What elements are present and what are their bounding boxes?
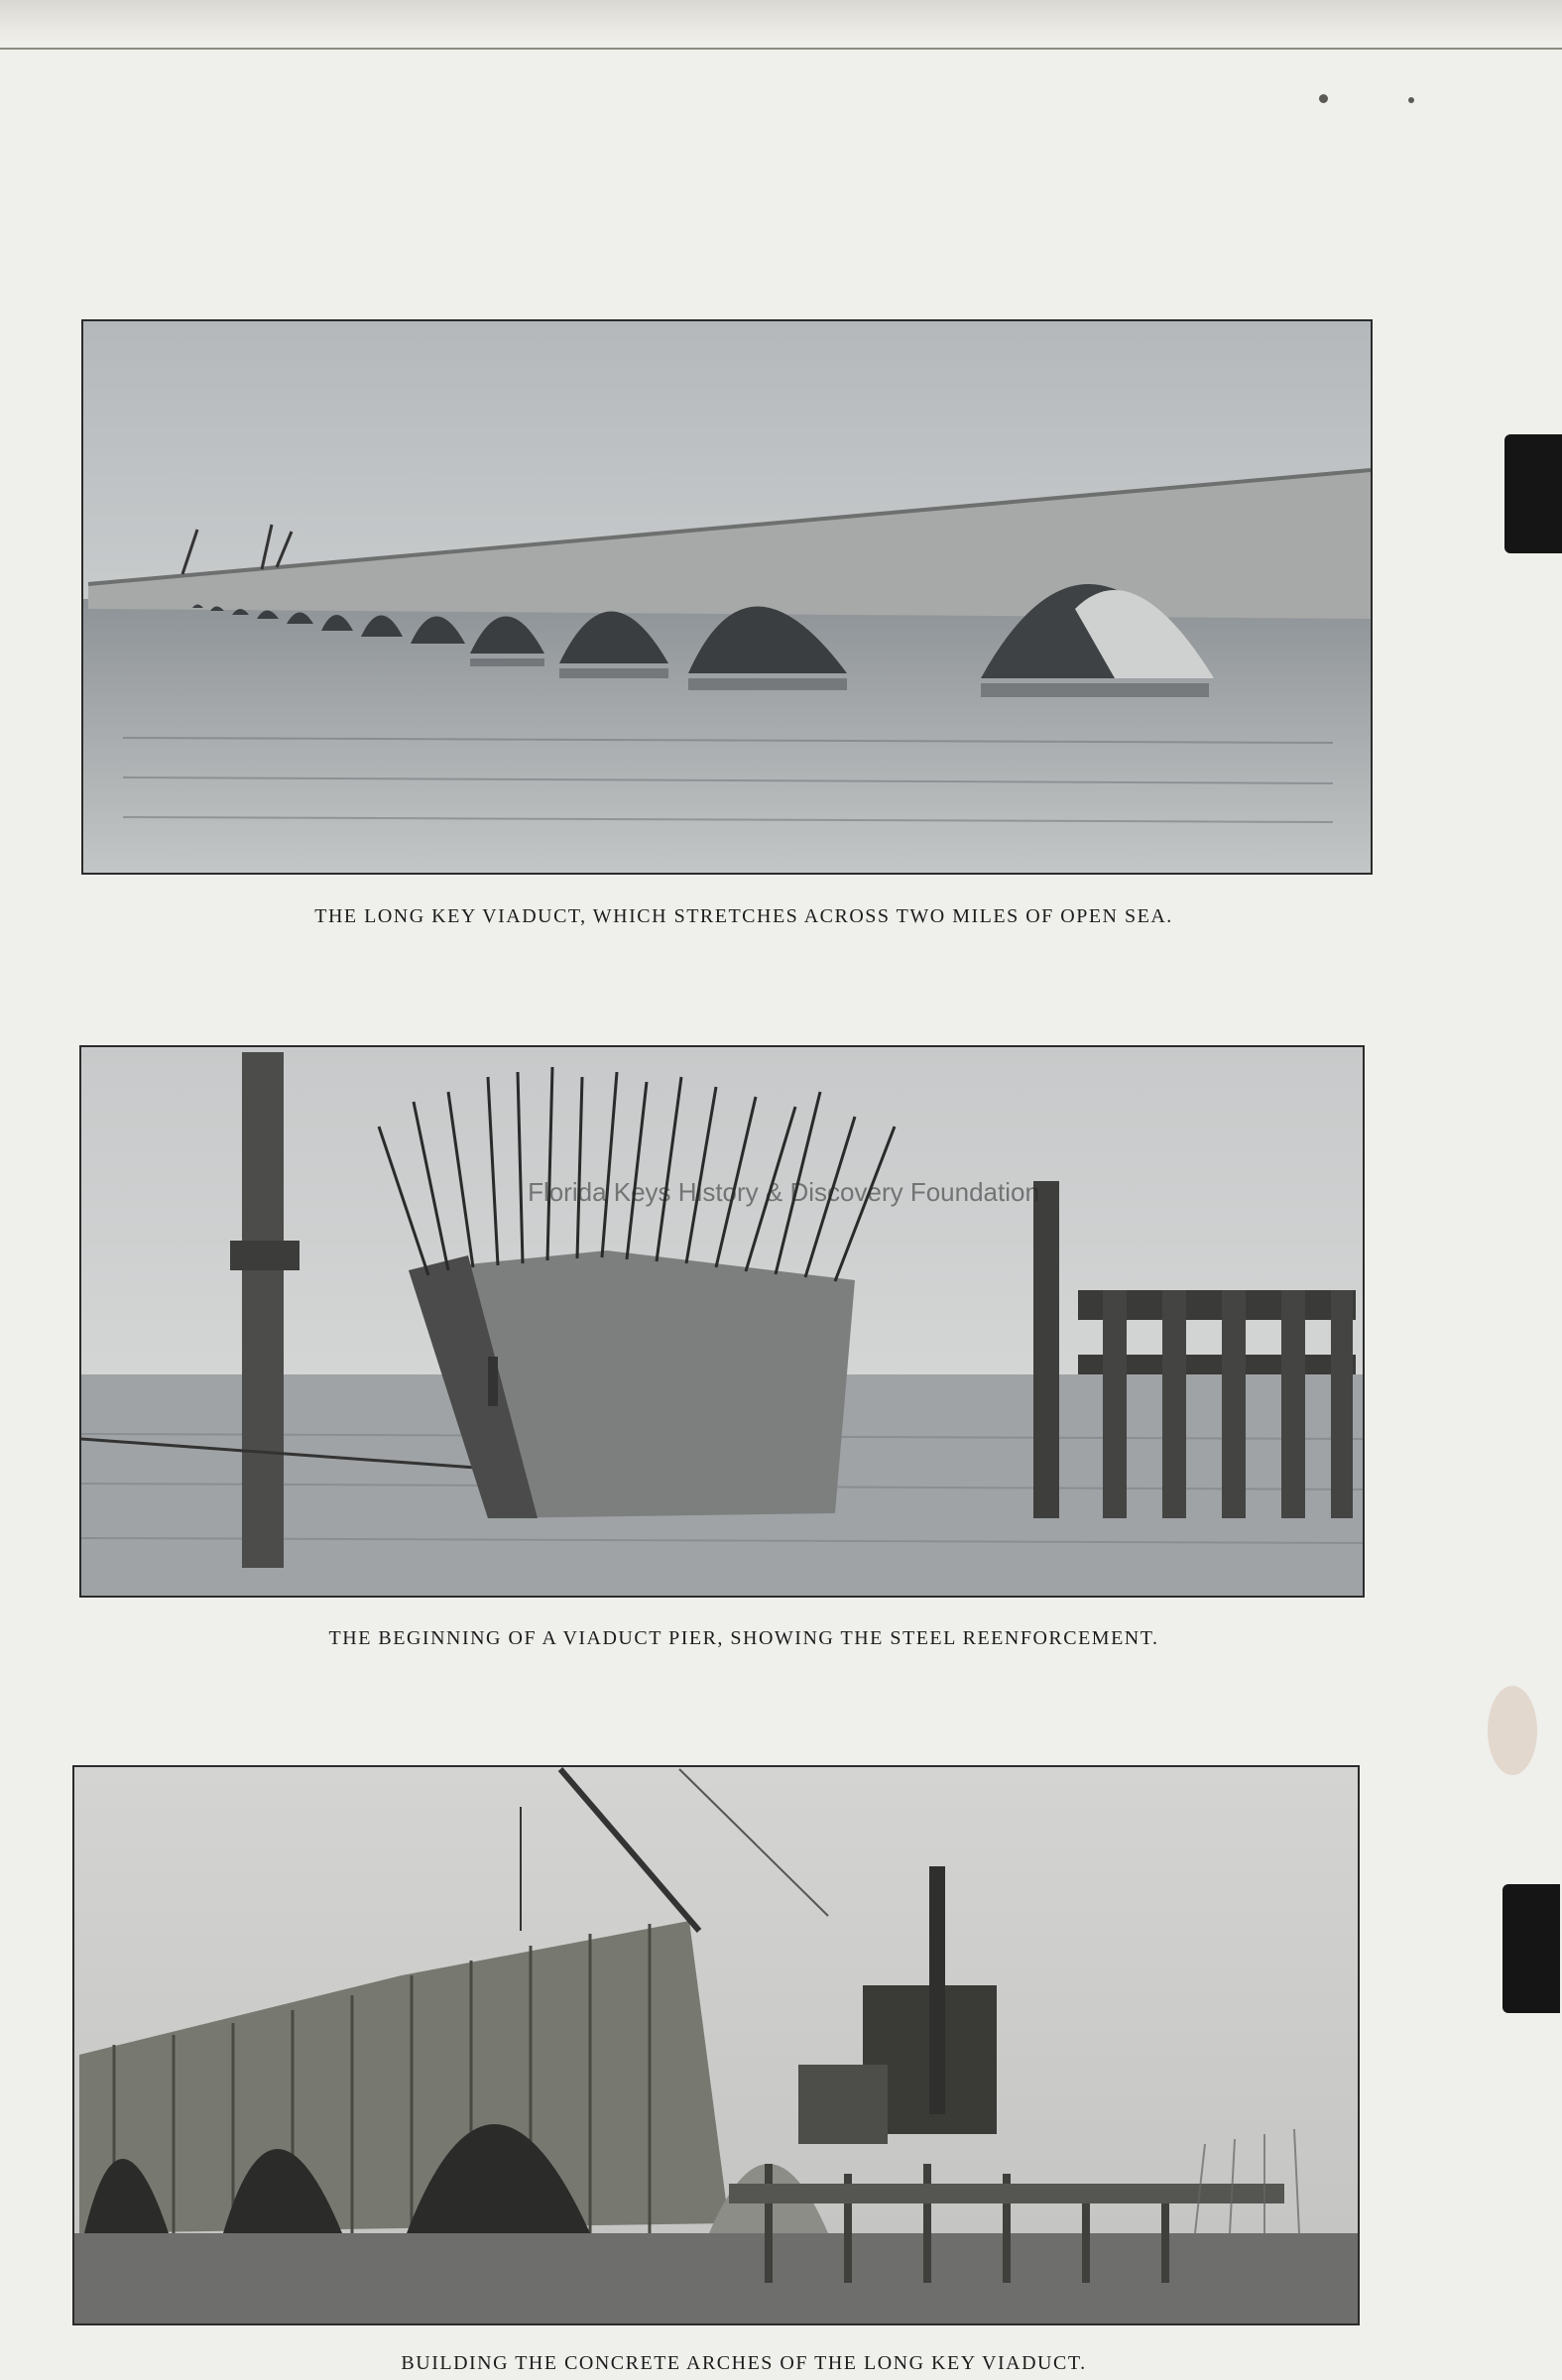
photo-building-concrete-arches xyxy=(72,1765,1360,2325)
torn-page-edge xyxy=(0,0,1562,50)
caption-building-concrete-arches: BUILDING THE CONCRETE ARCHES OF THE LONG KEY VIADUCT. xyxy=(401,2352,1087,2374)
caption-long-key-viaduct: THE LONG KEY VIADUCT, WHICH STRETCHES ACROSS TWO MILES OF OPEN SEA. xyxy=(314,905,1173,927)
photo-viaduct-pier xyxy=(79,1045,1365,1598)
photo-long-key-viaduct xyxy=(81,319,1373,875)
ink-speck xyxy=(1408,97,1414,103)
binding-tab-upper xyxy=(1504,434,1562,553)
ink-speck xyxy=(1319,94,1328,103)
caption-viaduct-pier: THE BEGINNING OF A VIADUCT PIER, SHOWING THE STEEL REENFORCEMENT. xyxy=(328,1627,1159,1649)
foxing-stain xyxy=(1488,1686,1537,1775)
watermark-text: Florida Keys History & Discovery Foundation xyxy=(528,1177,1039,1207)
binding-tab-lower xyxy=(1502,1884,1560,2013)
